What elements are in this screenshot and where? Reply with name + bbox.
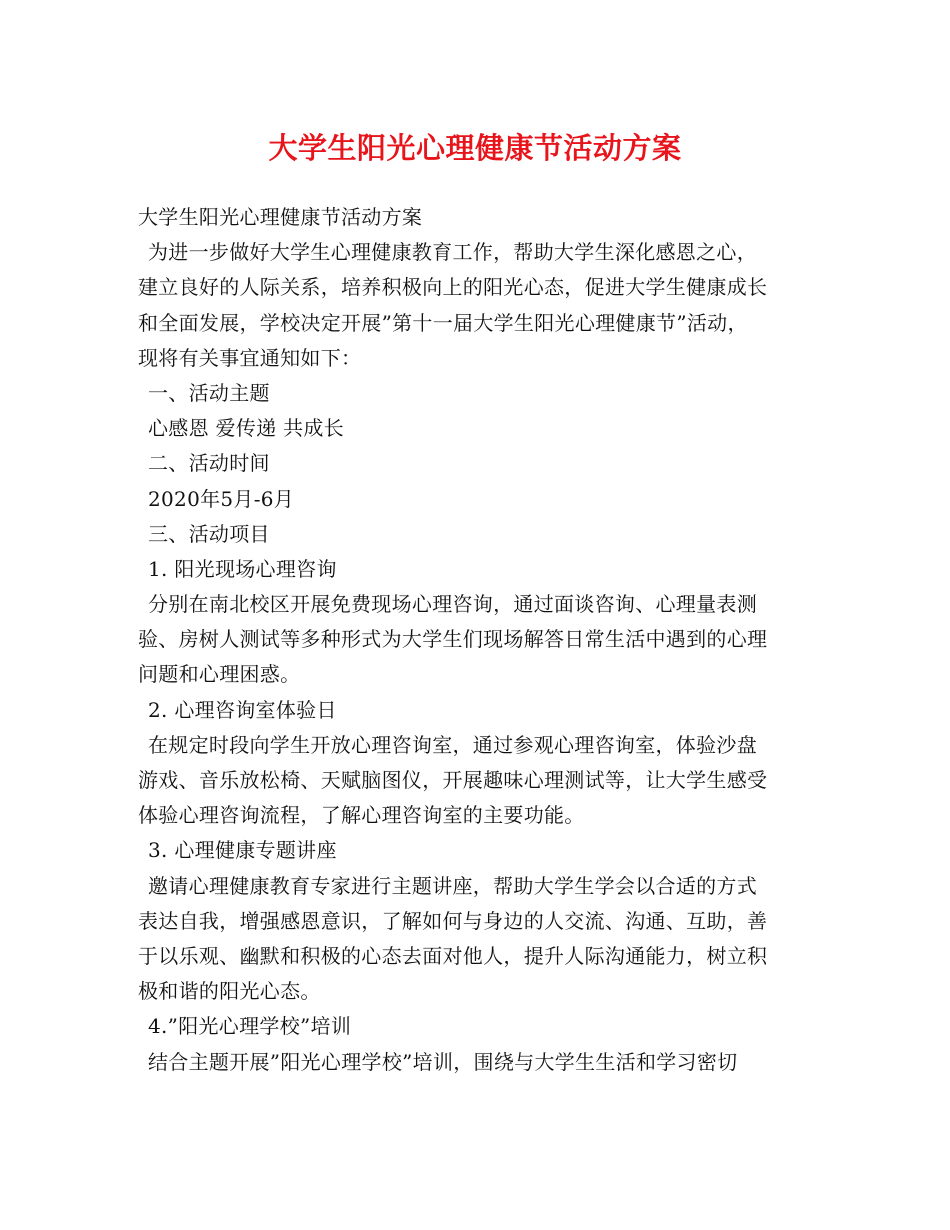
body-line: 4.”阳光心理学校”培训: [148, 1014, 352, 1039]
body-line: 极和谐的阳光心态。: [138, 979, 321, 1004]
body-line: 一、活动主题: [148, 380, 270, 405]
body-line: 表达自我，增强感恩意识，了解如何与身边的人交流、沟通、互助，善: [138, 908, 768, 933]
body-line: 分别在南北校区开展免费现场心理咨询，通过面谈咨询、心理量表测: [148, 592, 757, 617]
document-body: [138, 200, 818, 1080]
body-line: 游戏、音乐放松椅、天赋脑图仪，开展趣味心理测试等，让大学生感受: [138, 768, 768, 792]
body-line: 结合主题开展”阳光心理学校”培训，围绕与大学生生活和学习密切: [148, 1049, 738, 1074]
body-line: 问题和心理困惑。: [138, 662, 301, 687]
body-line: 于以乐观、幽默和积极的心态去面对他人，提升人际沟通能力，树立积: [138, 943, 768, 968]
body-line: 和全面发展，学校决定开展”第十一届大学生阳光心理健康节”活动，: [138, 310, 748, 335]
document-title: 大学生阳光心理健康节活动方案: [268, 131, 682, 165]
body-line: 现将有关事宜通知如下：: [138, 345, 362, 370]
body-line: 3. 心理健康专题讲座: [148, 838, 337, 863]
body-line: 在规定时段向学生开放心理咨询室，通过参观心理咨询室，体验沙盘: [148, 732, 757, 757]
body-line: 2020年5月-6月: [148, 486, 295, 511]
body-line: 二、活动时间: [148, 451, 270, 476]
body-line: 心感恩 爱传递 共成长: [148, 416, 345, 441]
body-line: 1. 阳光现场心理咨询: [148, 556, 337, 581]
body-line: 建立良好的人际关系，培养积极向上的阳光心态，促进大学生健康成长: [138, 275, 768, 300]
body-line: 邀请心理健康教育专家进行主题讲座，帮助大学生学会以合适的方式: [148, 873, 757, 898]
body-line: 大学生阳光心理健康节活动方案: [138, 205, 423, 229]
body-line: 三、活动项目: [148, 521, 270, 546]
body-line: 2. 心理咨询室体验日: [148, 697, 337, 722]
body-line: 验、房树人测试等多种形式为大学生们现场解答日常生活中遇到的心理: [138, 627, 768, 652]
body-line: 为进一步做好大学生心理健康教育工作，帮助大学生深化感恩之心，: [148, 240, 757, 265]
body-line: 体验心理咨询流程，了解心理咨询室的主要功能。: [138, 803, 585, 828]
